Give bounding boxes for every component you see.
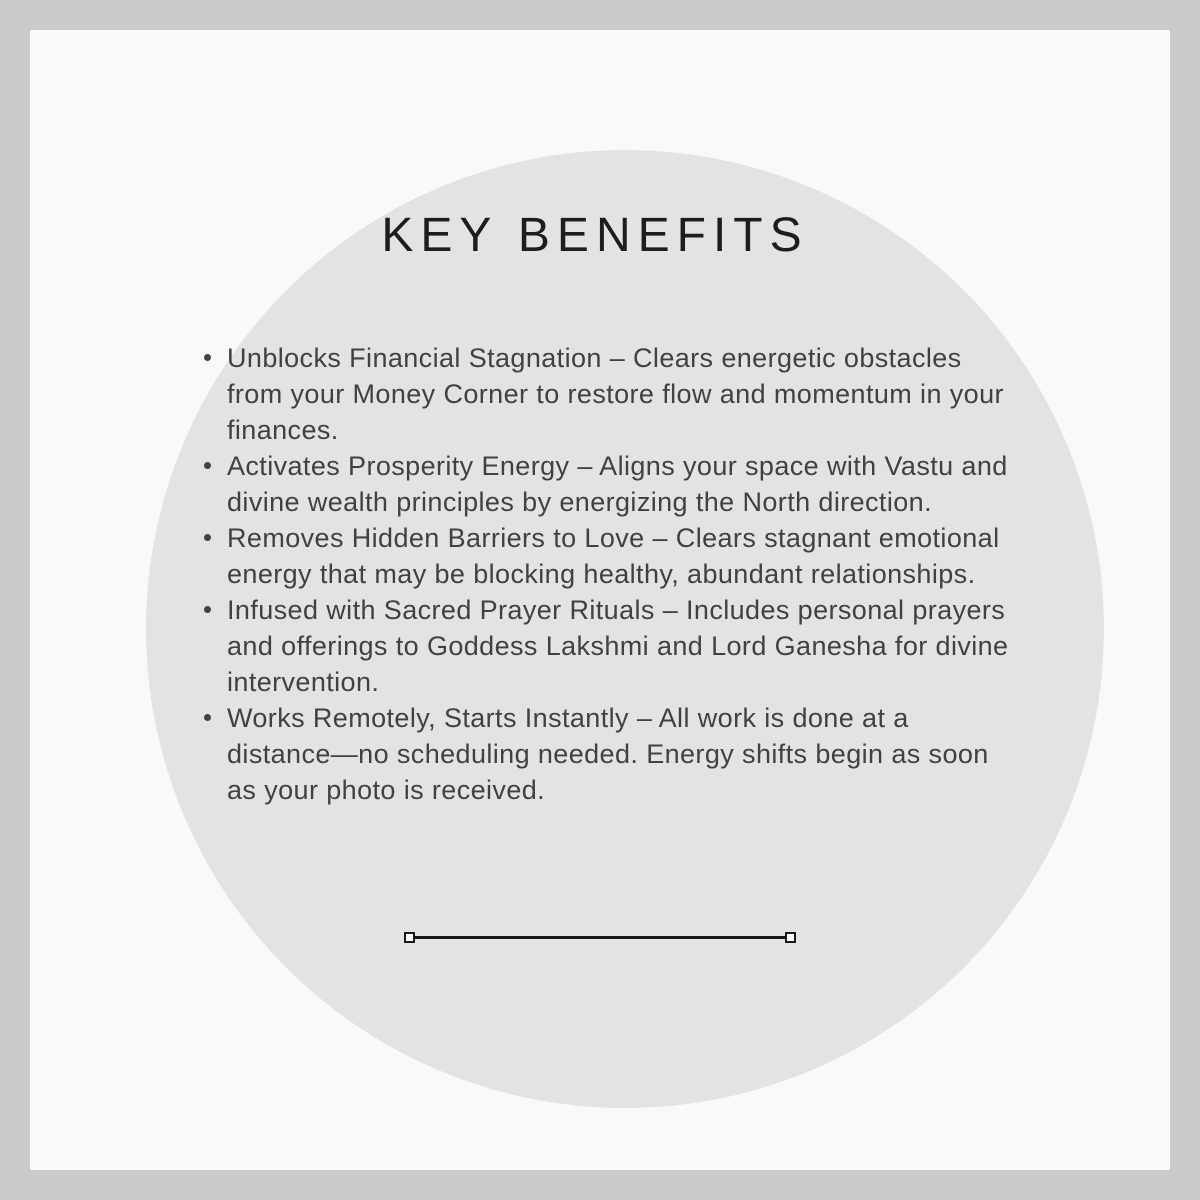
benefit-item [204, 700, 1016, 808]
benefit-item [204, 448, 1016, 520]
divider-line [404, 931, 796, 943]
bullet-icon [204, 606, 211, 613]
bullet-icon [204, 462, 211, 469]
benefit-text: Works Remotely, Starts Instantly – All work is done at a distance—no scheduling needed. Energy shifts begin as soon as your photo is received. [227, 703, 989, 805]
benefit-item [204, 340, 1016, 448]
benefit-item [204, 520, 1016, 592]
inner-panel [30, 30, 1170, 1170]
divider-rule [415, 936, 785, 939]
page-title: KEY BENEFITS [381, 209, 809, 262]
benefit-text: Infused with Sacred Prayer Rituals – Includes personal prayers and offerings to Goddess Lakshmi and Lord Ganesha for divine intervention. [227, 595, 1009, 697]
bullet-icon [204, 354, 211, 361]
benefit-text: Removes Hidden Barriers to Love – Clears stagnant emotional energy that may be blocking healthy, abundant relationships. [227, 523, 1000, 589]
benefit-item [204, 592, 1016, 700]
benefit-text: Unblocks Financial Stagnation – Clears energetic obstacles from your Money Corner to restore flow and momentum in your finances. [227, 343, 1004, 445]
benefit-text: Activates Prosperity Energy – Aligns your space with Vastu and divine wealth principles by energizing the North direction. [227, 451, 1008, 517]
divider-end-square-left [404, 932, 415, 943]
bullet-icon [204, 534, 211, 541]
bullet-icon [204, 714, 211, 721]
divider-end-square-right [785, 932, 796, 943]
benefits-list [204, 340, 1016, 808]
